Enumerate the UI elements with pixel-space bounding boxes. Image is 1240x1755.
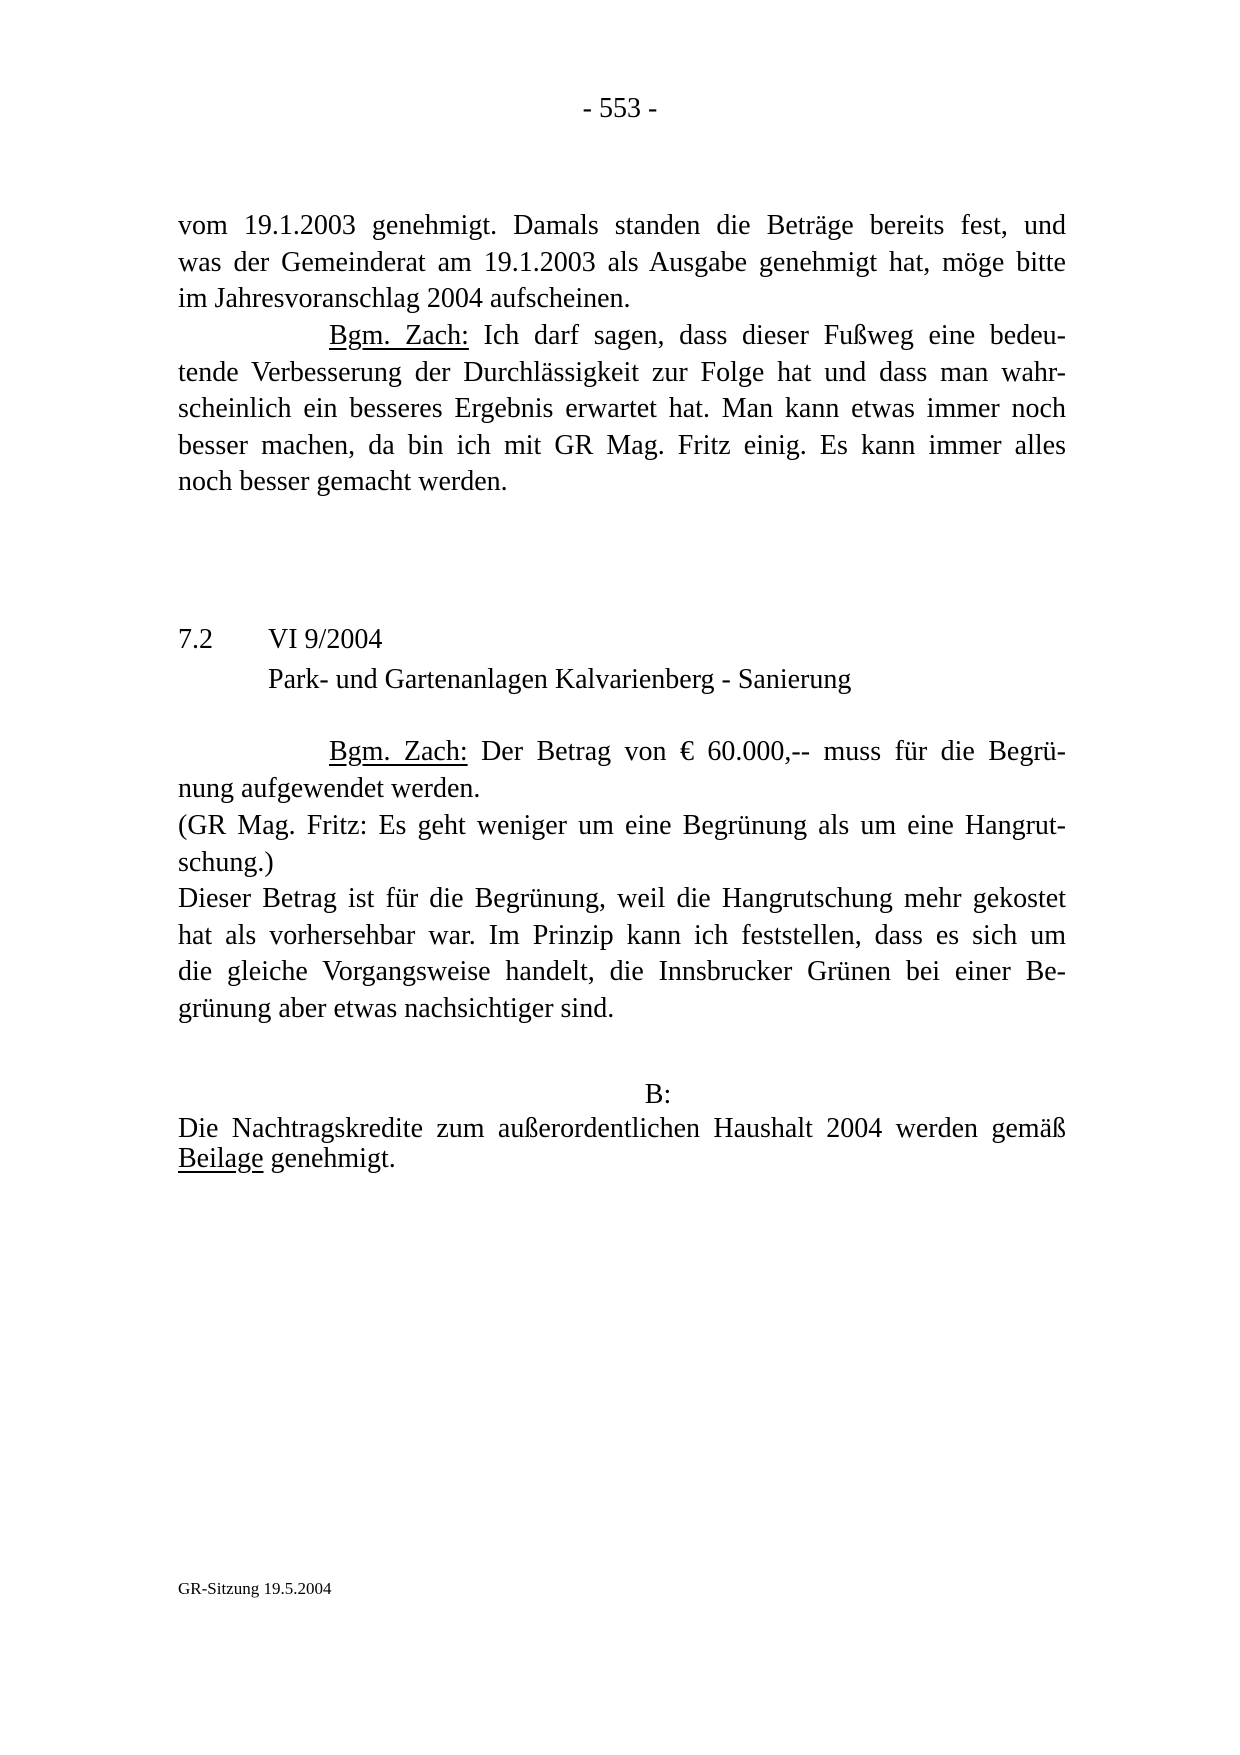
text-line: grünung aber etwas nachsichtiger sind.	[178, 992, 615, 1024]
speech-first-line	[178, 734, 1066, 771]
attachment-reference: Beilage	[178, 1143, 264, 1174]
text-line: noch besser gemacht werden.	[178, 466, 508, 497]
text-line: (GR Mag. Fritz: Es geht weniger um eine Begrünung als um eine Hangrut-	[178, 810, 1066, 841]
text-line: schung.)	[178, 846, 274, 878]
text-line: scheinlich ein besseres Ergebnis erwartet hat. Man kann etwas immer noch	[178, 393, 1066, 424]
text-line: tende Verbesserung der Durchlässigkeit zur Folge hat und dass man wahr-	[178, 356, 1066, 388]
text-line: besser machen, da bin ich mit GR Mag. Fritz einig. Es kann immer alles	[178, 429, 1066, 461]
text-line: im Jahresvoranschlag 2004 aufscheinen.	[178, 283, 631, 314]
agenda-item-title: Park- und Gartenanlagen Kalvarienberg - Sanierung	[268, 664, 852, 695]
text-line: was der Gemeinderat am 19.1.2003 als Ausgabe genehmigt hat, möge bitte	[178, 246, 1066, 278]
paragraph-continuation	[178, 208, 1066, 318]
speech-text: Der Betrag von € 60.000,-- muss für die Begrü-	[467, 736, 1066, 767]
paragraph-mayor-statement-1	[178, 318, 1066, 501]
footer-session-label: GR-Sitzung 19.5.2004	[178, 1579, 332, 1598]
text-line: hat als vorhersehbar war. Im Prinzip kann ich feststellen, dass es sich um	[178, 919, 1066, 951]
resolution-heading: B:	[644, 1079, 672, 1110]
speaker-name: Bgm. Zach:	[329, 320, 469, 351]
interjection	[178, 808, 1066, 881]
text-fragment: genehmigt.	[263, 1143, 396, 1174]
resolution-text	[178, 1114, 1066, 1174]
agenda-item-code: VI 9/2004	[268, 624, 383, 655]
paragraph-explanation	[178, 881, 1066, 1027]
text-line	[178, 1144, 1066, 1174]
text-line: nung aufgewendet werden.	[178, 772, 481, 804]
text-line: vom 19.1.2003 genehmigt. Damals standen die Beträge bereits fest, und	[178, 210, 1066, 241]
speech-text: Ich darf sagen, dass dieser Fußweg eine bedeu-	[468, 320, 1066, 351]
page-number: - 553 -	[582, 93, 658, 124]
text-line: Die Nachtragskredite zum außerordentlichen Haushalt 2004 werden gemäß	[178, 1113, 1066, 1144]
text-line: die gleiche Vorgangsweise handelt, die Innsbrucker Grünen bei einer Be-	[178, 956, 1066, 987]
agenda-item-number: 7.2	[178, 624, 213, 655]
paragraph-mayor-statement-2	[178, 734, 1066, 807]
speaker-name: Bgm. Zach:	[329, 736, 468, 767]
speech-first-line	[178, 318, 1066, 355]
text-line: Dieser Betrag ist für die Begrünung, weil die Hangrutschung mehr gekostet	[178, 883, 1066, 914]
